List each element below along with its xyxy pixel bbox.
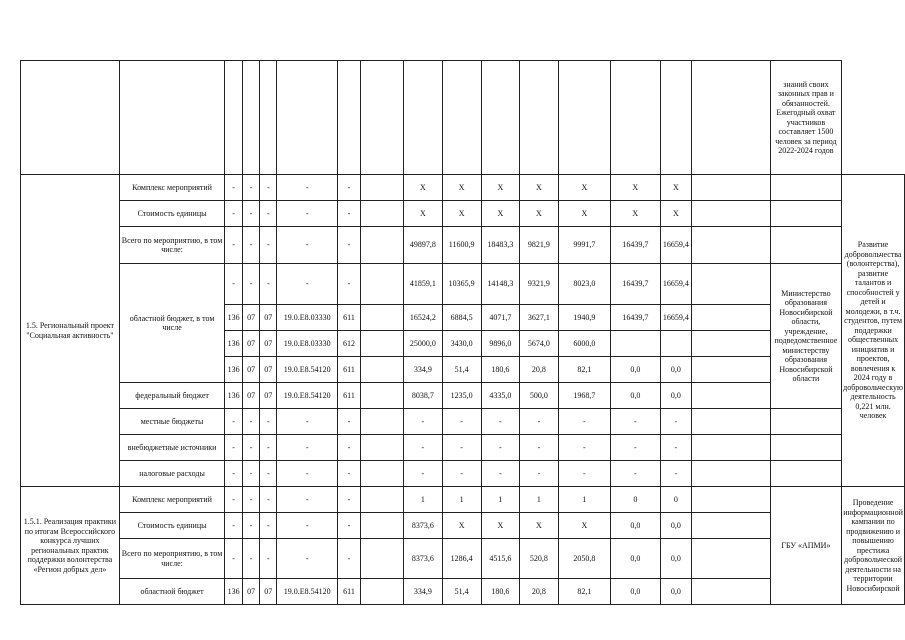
- value-cell: 1940,9: [558, 305, 611, 331]
- value-cell: 0,0: [611, 579, 660, 605]
- value-cell: -: [558, 435, 611, 461]
- spacer-cell: [770, 175, 841, 201]
- value-cell: 180,6: [481, 579, 520, 605]
- spacer-cell: [361, 383, 404, 409]
- row-label: Стоимость единицы: [119, 201, 225, 227]
- value-cell: 8023,0: [558, 264, 611, 305]
- value-cell: X: [660, 201, 692, 227]
- code-cell: 19.0.E8.54120: [277, 357, 338, 383]
- code-cell: -: [260, 539, 277, 579]
- code-cell: -: [260, 227, 277, 264]
- result-cell: Проведение информационной кампании по продвижению и повышению престижа добровольческой деятельности на территории Новосибирской: [842, 487, 905, 605]
- code-cell: -: [242, 539, 259, 579]
- spacer-cell: [692, 331, 771, 357]
- table-row: [21, 435, 905, 461]
- value-cell: 1: [520, 487, 558, 513]
- code-cell: -: [277, 264, 338, 305]
- value-cell: 6884,5: [442, 305, 481, 331]
- code-cell: -: [225, 435, 243, 461]
- value-cell: 25000,0: [403, 331, 442, 357]
- code-cell: 07: [260, 579, 277, 605]
- row-label: внебюджетные источники: [119, 435, 225, 461]
- code-cell: -: [277, 487, 338, 513]
- code-cell: -: [338, 409, 361, 435]
- spacer-cell: [361, 264, 404, 305]
- value-cell: -: [558, 409, 611, 435]
- code-cell: -: [242, 461, 259, 487]
- value-cell: 82,1: [558, 579, 611, 605]
- value-cell: 20,8: [520, 357, 558, 383]
- code-cell: -: [260, 175, 277, 201]
- code-cell: -: [277, 513, 338, 539]
- value-cell: X: [403, 175, 442, 201]
- value-cell: 180,6: [481, 357, 520, 383]
- code-cell: 07: [260, 305, 277, 331]
- value-cell: [611, 331, 660, 357]
- spacer-cell: [692, 264, 771, 305]
- spacer-cell: [692, 383, 771, 409]
- code-cell: -: [260, 435, 277, 461]
- row-label: Всего по мероприятию, в том числе:: [119, 227, 225, 264]
- value-cell: 334,9: [403, 357, 442, 383]
- value-cell: X: [520, 201, 558, 227]
- value-cell: -: [660, 461, 692, 487]
- value-cell: X: [520, 175, 558, 201]
- value-cell: 0,0: [611, 513, 660, 539]
- table-row: [21, 461, 905, 487]
- value-cell: 520,8: [520, 539, 558, 579]
- spacer-cell: [692, 305, 771, 331]
- table-row: [21, 175, 905, 201]
- value-cell: 11600,9: [442, 227, 481, 264]
- value-cell: -: [520, 435, 558, 461]
- code-cell: -: [277, 227, 338, 264]
- value-cell: X: [442, 175, 481, 201]
- code-cell: 07: [242, 357, 259, 383]
- value-cell: X: [442, 201, 481, 227]
- code-cell: 136: [225, 331, 243, 357]
- value-cell: -: [611, 409, 660, 435]
- value-cell: 16439,7: [611, 305, 660, 331]
- value-cell: 500,0: [520, 383, 558, 409]
- value-cell: 0,0: [660, 539, 692, 579]
- spacer-cell: [361, 305, 404, 331]
- spacer-cell: [361, 579, 404, 605]
- value-cell: 1286,4: [442, 539, 481, 579]
- code-cell: -: [225, 513, 243, 539]
- code-cell: 611: [338, 357, 361, 383]
- value-cell: 2050,8: [558, 539, 611, 579]
- table-row: [21, 409, 905, 435]
- value-cell: -: [520, 409, 558, 435]
- code-cell: -: [225, 461, 243, 487]
- value-cell: [660, 331, 692, 357]
- code-cell: -: [225, 201, 243, 227]
- row-label: налоговые расходы: [119, 461, 225, 487]
- value-cell: 5674,0: [520, 331, 558, 357]
- value-cell: -: [403, 435, 442, 461]
- code-cell: -: [277, 409, 338, 435]
- value-cell: -: [611, 461, 660, 487]
- value-cell: 9991,7: [558, 227, 611, 264]
- spacer-cell: [692, 513, 771, 539]
- value-cell: 16524,2: [403, 305, 442, 331]
- spacer-cell: [361, 435, 404, 461]
- value-cell: 1: [442, 487, 481, 513]
- value-cell: 6000,0: [558, 331, 611, 357]
- value-cell: X: [520, 513, 558, 539]
- value-cell: 1: [558, 487, 611, 513]
- value-cell: 16659,4: [660, 305, 692, 331]
- value-cell: 16439,7: [611, 227, 660, 264]
- value-cell: 1968,7: [558, 383, 611, 409]
- spacer-cell: [692, 357, 771, 383]
- row-label: федеральный бюджет: [119, 383, 225, 409]
- spacer-cell: [692, 227, 771, 264]
- code-cell: -: [277, 461, 338, 487]
- program-table: [20, 60, 905, 605]
- value-cell: 0,0: [611, 383, 660, 409]
- code-cell: -: [260, 487, 277, 513]
- value-cell: X: [481, 513, 520, 539]
- value-cell: -: [403, 461, 442, 487]
- code-cell: -: [277, 435, 338, 461]
- spacer-cell: [692, 539, 771, 579]
- code-cell: 19.0.E8.03330: [277, 305, 338, 331]
- code-cell: -: [277, 539, 338, 579]
- table-row: [21, 201, 905, 227]
- code-cell: 136: [225, 383, 243, 409]
- code-cell: 611: [338, 579, 361, 605]
- value-cell: 20,8: [520, 579, 558, 605]
- spacer-cell: [361, 539, 404, 579]
- section-name: 1.5.1. Реализация практики по итогам Всероссийского конкурса лучших региональных практик поддержки волонтерства «Регион добрых дел»: [21, 487, 120, 605]
- spacer-cell: [770, 227, 841, 264]
- value-cell: -: [442, 461, 481, 487]
- code-cell: -: [338, 513, 361, 539]
- code-cell: -: [242, 227, 259, 264]
- value-cell: -: [660, 435, 692, 461]
- code-cell: 611: [338, 383, 361, 409]
- code-cell: -: [225, 487, 243, 513]
- row-label: областной бюджет: [119, 579, 225, 605]
- spacer-cell: [361, 487, 404, 513]
- value-cell: X: [611, 201, 660, 227]
- code-cell: -: [225, 227, 243, 264]
- spacer-cell: [361, 357, 404, 383]
- code-cell: -: [260, 409, 277, 435]
- code-cell: 07: [260, 331, 277, 357]
- value-cell: 0,0: [660, 383, 692, 409]
- value-cell: -: [611, 435, 660, 461]
- code-cell: -: [338, 487, 361, 513]
- value-cell: 4335,0: [481, 383, 520, 409]
- value-cell: X: [558, 201, 611, 227]
- value-cell: -: [481, 435, 520, 461]
- spacer-cell: [361, 227, 404, 264]
- value-cell: 14148,3: [481, 264, 520, 305]
- code-cell: -: [242, 175, 259, 201]
- value-cell: 9321,9: [520, 264, 558, 305]
- row-label: Комплекс мероприятий: [119, 487, 225, 513]
- value-cell: 0,0: [660, 357, 692, 383]
- spacer-cell: [361, 409, 404, 435]
- spacer-cell: [692, 201, 771, 227]
- row-label: Комплекс мероприятий: [119, 175, 225, 201]
- code-cell: -: [338, 201, 361, 227]
- value-cell: 1: [403, 487, 442, 513]
- result-cell: Развитие добровольчества (волонтерства), развитие талантов и способностей у детей и молодежи, в т.ч. студентов, путем поддержки общественных инициатив и проектов, вовлечения к 2024 году в добровольческую деятельность 0,221 млн. человек: [842, 175, 905, 487]
- spacer-cell: [692, 579, 771, 605]
- spacer-cell: [361, 513, 404, 539]
- table-row: [21, 487, 905, 513]
- code-cell: -: [225, 264, 243, 305]
- value-cell: X: [481, 175, 520, 201]
- continuation-result-text: знаний своих законных прав и обязанностей. Ежегодный охват участников составляет 1500 человек за период 2022-2024 годов: [770, 61, 841, 175]
- value-cell: 51,4: [442, 579, 481, 605]
- value-cell: 82,1: [558, 357, 611, 383]
- code-cell: -: [242, 409, 259, 435]
- value-cell: 9896,0: [481, 331, 520, 357]
- code-cell: -: [338, 264, 361, 305]
- spacer-cell: [692, 435, 771, 461]
- code-cell: 07: [260, 383, 277, 409]
- value-cell: 3627,1: [520, 305, 558, 331]
- value-cell: 334,9: [403, 579, 442, 605]
- code-cell: -: [338, 175, 361, 201]
- executor-cell: Министерство образования Новосибирской области, учреждение, подведомственное министерству образования Новосибирской области: [770, 264, 841, 409]
- code-cell: 19.0.E8.54120: [277, 579, 338, 605]
- value-cell: 18483,3: [481, 227, 520, 264]
- value-cell: X: [611, 175, 660, 201]
- executor-cell: ГБУ «АПМИ»: [770, 487, 841, 605]
- value-cell: 51,4: [442, 357, 481, 383]
- code-cell: -: [242, 201, 259, 227]
- value-cell: 0,0: [660, 579, 692, 605]
- value-cell: -: [403, 409, 442, 435]
- code-cell: -: [338, 461, 361, 487]
- code-cell: -: [242, 264, 259, 305]
- code-cell: 07: [260, 357, 277, 383]
- value-cell: 1: [481, 487, 520, 513]
- code-cell: 07: [242, 383, 259, 409]
- code-cell: 136: [225, 305, 243, 331]
- value-cell: 8373,6: [403, 539, 442, 579]
- code-cell: 136: [225, 579, 243, 605]
- code-cell: 07: [242, 579, 259, 605]
- row-label: областной бюджет, в том числе: [119, 264, 225, 383]
- value-cell: 41859,1: [403, 264, 442, 305]
- value-cell: 10365,9: [442, 264, 481, 305]
- spacer-cell: [692, 461, 771, 487]
- spacer-cell: [361, 461, 404, 487]
- code-cell: -: [260, 264, 277, 305]
- value-cell: -: [660, 409, 692, 435]
- value-cell: X: [481, 201, 520, 227]
- code-cell: -: [260, 513, 277, 539]
- spacer-cell: [770, 461, 841, 487]
- value-cell: 16659,4: [660, 227, 692, 264]
- code-cell: 612: [338, 331, 361, 357]
- value-cell: 9821,9: [520, 227, 558, 264]
- code-cell: -: [225, 539, 243, 579]
- value-cell: 4071,7: [481, 305, 520, 331]
- value-cell: 0: [611, 487, 660, 513]
- spacer-cell: [361, 331, 404, 357]
- spacer-cell: [770, 409, 841, 435]
- value-cell: 4515,6: [481, 539, 520, 579]
- spacer-cell: [361, 201, 404, 227]
- value-cell: 0,0: [611, 539, 660, 579]
- value-cell: -: [442, 435, 481, 461]
- value-cell: -: [442, 409, 481, 435]
- value-cell: 0,0: [611, 357, 660, 383]
- value-cell: X: [442, 513, 481, 539]
- table-row: [21, 264, 905, 305]
- value-cell: 16659,4: [660, 264, 692, 305]
- spacer-cell: [770, 435, 841, 461]
- value-cell: 0,0: [660, 513, 692, 539]
- section-name: 1.5. Региональный проект "Социальная активность": [21, 175, 120, 487]
- value-cell: X: [558, 175, 611, 201]
- value-cell: 8038,7: [403, 383, 442, 409]
- spacer-cell: [692, 409, 771, 435]
- value-cell: 8373,6: [403, 513, 442, 539]
- value-cell: -: [520, 461, 558, 487]
- spacer-cell: [692, 487, 771, 513]
- code-cell: 19.0.E8.03330: [277, 331, 338, 357]
- code-cell: 07: [242, 331, 259, 357]
- code-cell: 07: [242, 305, 259, 331]
- value-cell: X: [403, 201, 442, 227]
- code-cell: 611: [338, 305, 361, 331]
- value-cell: 1235,0: [442, 383, 481, 409]
- code-cell: -: [277, 201, 338, 227]
- value-cell: X: [660, 175, 692, 201]
- code-cell: -: [242, 435, 259, 461]
- value-cell: -: [558, 461, 611, 487]
- code-cell: -: [338, 539, 361, 579]
- value-cell: -: [481, 461, 520, 487]
- code-cell: -: [260, 201, 277, 227]
- spacer-cell: [770, 201, 841, 227]
- code-cell: 19.0.E8.54120: [277, 383, 338, 409]
- code-cell: 136: [225, 357, 243, 383]
- code-cell: -: [338, 227, 361, 264]
- code-cell: -: [277, 175, 338, 201]
- row-label: местные бюджеты: [119, 409, 225, 435]
- value-cell: 49897,8: [403, 227, 442, 264]
- code-cell: -: [242, 513, 259, 539]
- spacer-cell: [692, 175, 771, 201]
- code-cell: -: [225, 409, 243, 435]
- table-row: [21, 227, 905, 264]
- row-label: Стоимость единицы: [119, 513, 225, 539]
- value-cell: X: [558, 513, 611, 539]
- code-cell: -: [338, 435, 361, 461]
- code-cell: -: [225, 175, 243, 201]
- code-cell: -: [260, 461, 277, 487]
- value-cell: 0: [660, 487, 692, 513]
- value-cell: 3430,0: [442, 331, 481, 357]
- spacer-cell: [361, 175, 404, 201]
- value-cell: -: [481, 409, 520, 435]
- row-label: Всего по мероприятию, в том числе:: [119, 539, 225, 579]
- continuation-row: [21, 61, 905, 175]
- code-cell: -: [242, 487, 259, 513]
- value-cell: 16439,7: [611, 264, 660, 305]
